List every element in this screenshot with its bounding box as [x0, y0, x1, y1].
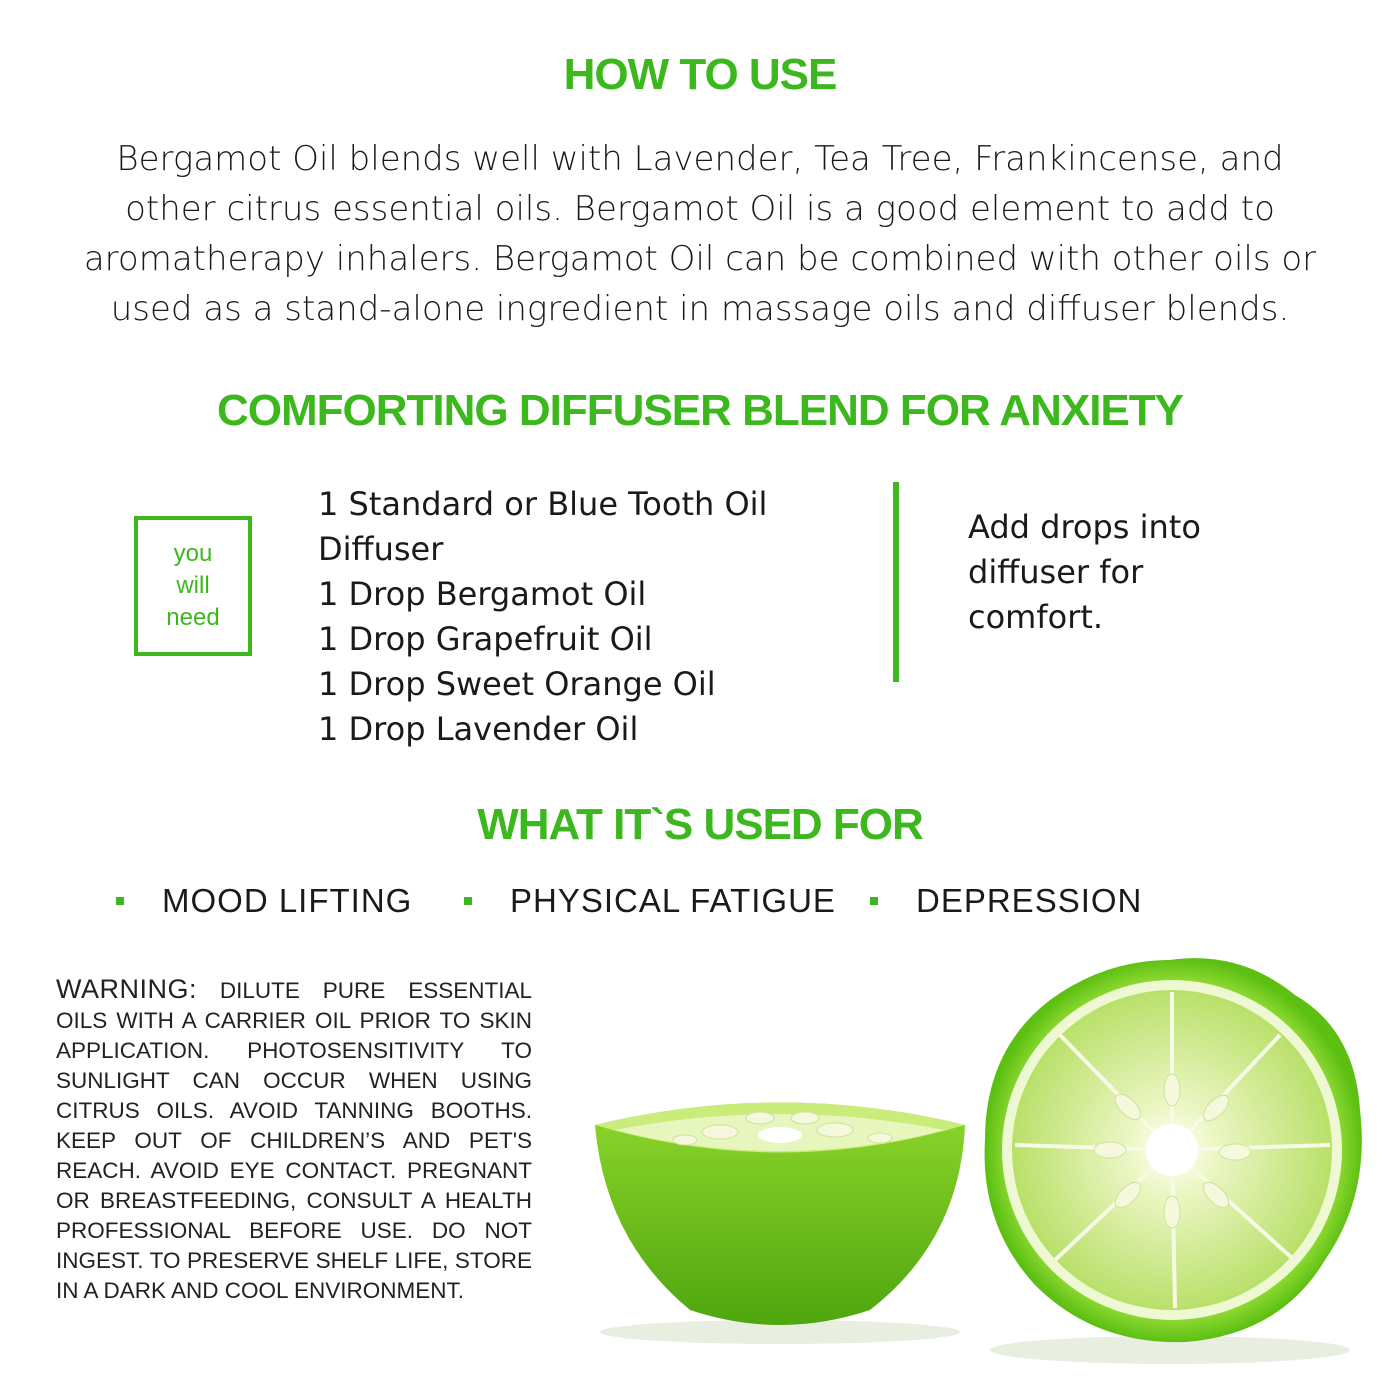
used-for-item	[870, 882, 1142, 920]
warning-text	[56, 974, 532, 1306]
ingredient-item: 1 Standard or Blue Tooth Oil Diffuser	[318, 485, 768, 568]
ingredient-item: 1 Drop Sweet Orange Oil	[318, 665, 716, 703]
used-for-label: MOOD LIFTING	[162, 882, 413, 919]
blend-instruction: Add drops into diffuser for comfort.	[968, 508, 1201, 636]
need-label-line: need	[166, 604, 220, 631]
you-will-need-box	[134, 516, 252, 656]
bergamot-wedge-image	[595, 1103, 965, 1345]
ingredient-list	[318, 482, 818, 752]
how-to-use-text: Bergamot Oil blends well with Lavender, Tea Tree, Frankincense, and other citrus essential oils. Bergamot Oil is a good element to add to aromatherapy inhalers. Bergamot Oil can be combined with other oils or used as a stand-alone ingredient in massage oils and diffuser blends.	[83, 139, 1317, 329]
used-for-label: PHYSICAL FATIGUE	[510, 882, 836, 919]
used-for-item	[116, 882, 412, 920]
vertical-divider	[893, 482, 899, 682]
how-to-use-heading: HOW TO USE	[563, 50, 837, 99]
ingredient-item: 1 Drop Bergamot Oil	[318, 575, 647, 613]
bullet-icon	[464, 897, 472, 905]
need-label-line: will	[176, 572, 210, 599]
used-for-label: DEPRESSION	[916, 882, 1143, 919]
used-for-list	[0, 882, 1400, 932]
blend-heading: COMFORTING DIFFUSER BLEND FOR ANXIETY	[216, 386, 1184, 435]
ingredient-item: 1 Drop Grapefruit Oil	[318, 620, 653, 658]
bergamot-half-image	[985, 958, 1362, 1364]
bullet-icon	[870, 897, 878, 905]
ingredient-item: 1 Drop Lavender Oil	[318, 710, 639, 748]
warning-label: WARNING:	[56, 974, 197, 1004]
used-for-heading: WHAT IT`S USED FOR	[477, 800, 923, 849]
bergamot-fruit-illustration	[580, 940, 1380, 1380]
used-for-item	[464, 882, 836, 920]
need-label-line: you	[173, 540, 213, 567]
warning-body: DILUTE PURE ESSENTIAL OILS WITH A CARRIER OIL PRIOR TO SKIN APPLICATION. PHOTOSENSITIVITY TO SUNLIGHT CAN OCCUR WHEN USING CITRUS OILS. AVOID TANNING BOOTHS. KEEP OUT OF CHILDREN’S AND PET'S REACH. AVOID EYE CONTACT. PREGNANT OR BREASTFEEDING, CONSULT A HEALTH PROFESSIONAL BEFORE USE. DO NOT INGEST. TO PRESERVE SHELF LIFE, STORE IN A DARK AND COOL ENVIRONMENT.	[56, 978, 532, 1303]
bullet-icon	[116, 897, 124, 905]
